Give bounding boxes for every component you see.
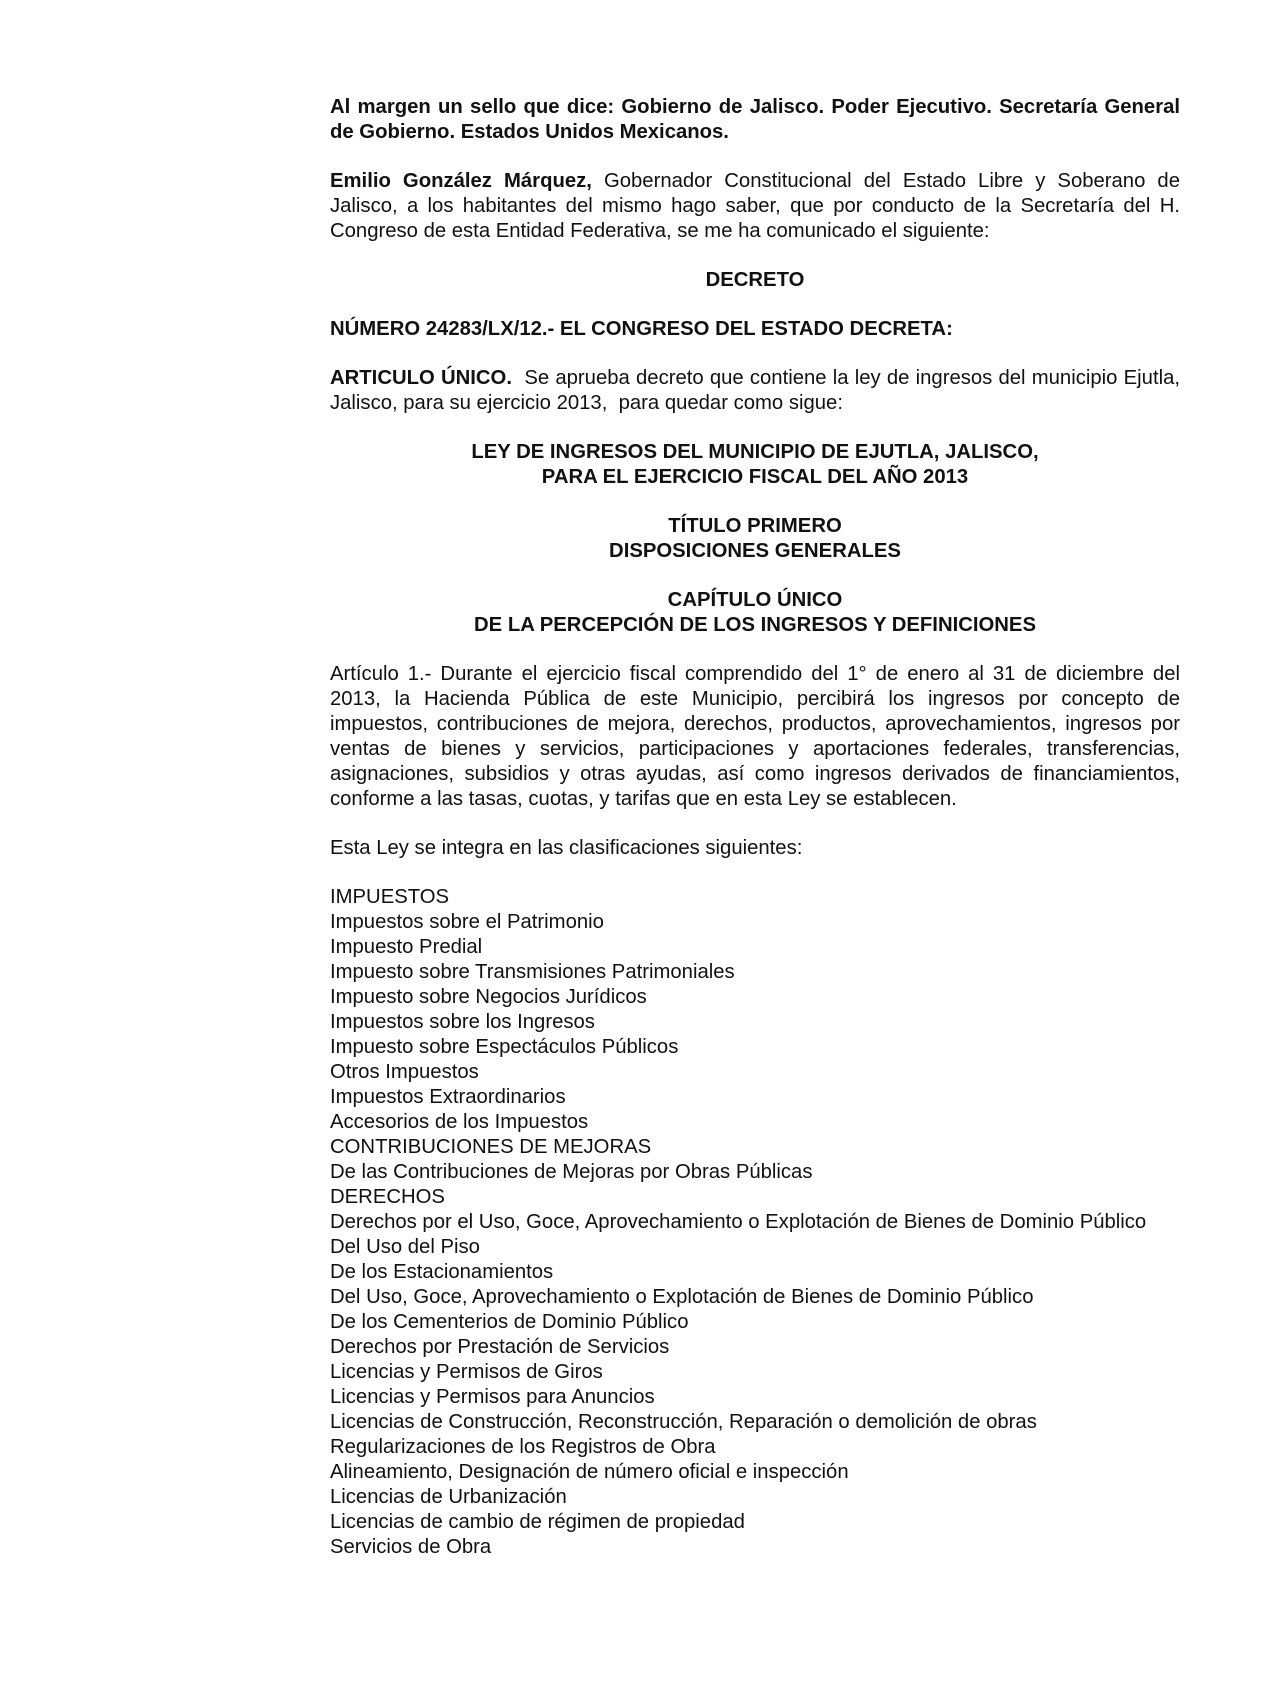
list-item: Del Uso del Piso <box>330 1236 480 1258</box>
list-item: Del Uso, Goce, Aprovechamiento o Explotación de Bienes de Dominio Público <box>330 1286 1034 1308</box>
titulo-line-2: DISPOSICIONES GENERALES <box>609 540 901 562</box>
list-item: IMPUESTOS <box>330 886 450 908</box>
list-item: Licencias y Permisos para Anuncios <box>330 1386 655 1408</box>
articulo-unico-label: ARTICULO ÚNICO. <box>330 367 512 389</box>
law-title <box>330 440 1180 490</box>
document-page <box>330 95 1192 1580</box>
decreto-heading: DECRETO <box>705 269 805 291</box>
law-title-line-1: LEY DE INGRESOS DEL MUNICIPIO DE EJUTLA, JALISCO, <box>471 441 1039 463</box>
list-item: Impuesto sobre Negocios Jurídicos <box>330 986 647 1008</box>
capitulo-line-1: CAPÍTULO ÚNICO <box>667 589 843 611</box>
list-item: CONTRIBUCIONES DE MEJORAS <box>330 1136 652 1158</box>
list-item: Impuestos sobre los Ingresos <box>330 1011 595 1033</box>
law-title-line-2: PARA EL EJERCICIO FISCAL DEL AÑO 2013 <box>541 466 969 488</box>
list-item: De los Cementerios de Dominio Público <box>330 1311 689 1333</box>
capitulo-heading <box>330 588 1180 638</box>
list-item: De las Contribuciones de Mejoras por Obras Públicas <box>330 1161 813 1183</box>
list-item: Servicios de Obra <box>330 1536 492 1558</box>
list-item: Derechos por Prestación de Servicios <box>330 1336 670 1358</box>
seal-note: Al margen un sello que dice: Gobierno de Jalisco. Poder Ejecutivo. Secretaría General de Gobierno. Estados Unidos Mexicanos. <box>330 96 1180 143</box>
list-item: Impuesto sobre Transmisiones Patrimoniales <box>330 961 735 983</box>
governor-name: Emilio González Márquez, <box>330 170 592 192</box>
classifications-intro: Esta Ley se integra en las clasificaciones siguientes: <box>330 837 803 859</box>
articulo-unico-text: Se aprueba decreto que contiene la ley de ingresos del municipio Ejutla, Jalisco, para su ejercicio 2013, para quedar como sigue: <box>330 367 1192 414</box>
list-item: DERECHOS <box>330 1186 445 1208</box>
decree-number: NÚMERO 24283/LX/12.- EL CONGRESO DEL ESTADO DECRETA: <box>330 318 953 340</box>
intro-paragraph <box>330 169 1180 244</box>
classifications-list <box>330 885 1180 1560</box>
list-item: Licencias de Construcción, Reconstrucción, Reparación o demolición de obras <box>330 1411 1037 1433</box>
articulo-unico-paragraph <box>330 366 1192 416</box>
list-item: Impuesto sobre Espectáculos Públicos <box>330 1036 679 1058</box>
list-item: Derechos por el Uso, Goce, Aprovechamiento o Explotación de Bienes de Dominio Público <box>330 1211 1147 1233</box>
list-item: Accesorios de los Impuestos <box>330 1111 589 1133</box>
articulo-1: Artículo 1.- Durante el ejercicio fiscal comprendido del 1° de enero al 31 de diciembre del 2013, la Hacienda Pública de este Municipio, percibirá los ingresos por concepto de impuestos, contribuciones de mejora, derechos, productos, aprovechamientos, ingresos por ventas de bienes y servicios, participaciones y aportaciones federales, transferencias, asignaciones, subsidios y otras ayudas, así como ingresos derivados de financiamientos, conforme a las tasas, cuotas, y tarifas que en esta Ley se establecen. <box>330 663 1180 810</box>
list-item: Otros Impuestos <box>330 1061 479 1083</box>
list-item: Licencias de cambio de régimen de propiedad <box>330 1511 745 1533</box>
titulo-heading <box>330 514 1180 564</box>
capitulo-line-2: DE LA PERCEPCIÓN DE LOS INGRESOS Y DEFINICIONES <box>474 614 1036 636</box>
list-item: Impuestos Extraordinarios <box>330 1086 566 1108</box>
list-item: Regularizaciones de los Registros de Obra <box>330 1436 716 1458</box>
list-item: Impuesto Predial <box>330 936 483 958</box>
intro-text: Gobernador Constitucional del Estado Libre y Soberano de Jalisco, a los habitantes del mismo hago saber, que por conducto de la Secretaría del H. Congreso de esta Entidad Federativa, se me ha comunicado el siguiente: <box>330 170 1180 242</box>
list-item: Impuestos sobre el Patrimonio <box>330 911 604 933</box>
titulo-line-1: TÍTULO PRIMERO <box>668 515 842 537</box>
list-item: De los Estacionamientos <box>330 1261 554 1283</box>
list-item: Licencias y Permisos de Giros <box>330 1361 603 1383</box>
list-item: Licencias de Urbanización <box>330 1486 567 1508</box>
list-item: Alineamiento, Designación de número oficial e inspección <box>330 1461 849 1483</box>
